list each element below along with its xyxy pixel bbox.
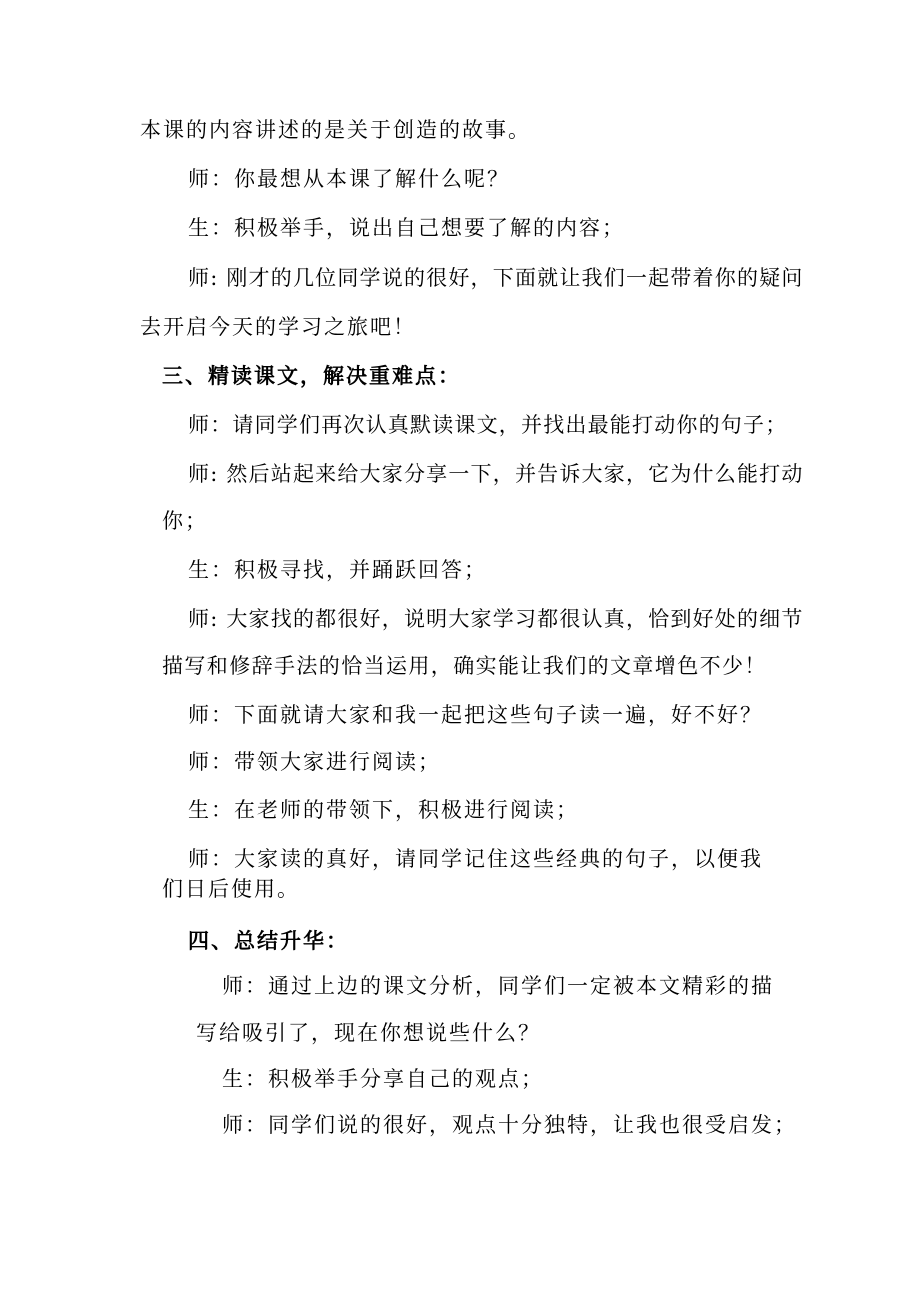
text-line-16: 师：大家读的真好，请同学记住这些经典的句子，以便我 [188, 847, 763, 871]
section-heading-4: 四、总结升华： [188, 928, 349, 953]
text-line-11: 师: 大家找的都很好，说明大家学习都很认真，恰到好处的细节 [188, 607, 804, 631]
text-line-14: 师：带领大家进行阅读； [188, 750, 441, 774]
text-line-5: 去开启今天的学习之旅吧！ [140, 315, 416, 339]
text-line-20: 写给吸引了，现在你想说些什么？ [196, 1021, 541, 1045]
text-line-19: 师：通过上边的课文分析，同学们一定被本文精彩的描 [222, 974, 774, 998]
text-line-10: 生：积极寻找，并踊跃回答； [188, 558, 487, 582]
text-line-3: 生：积极举手，说出自己想要了解的内容； [188, 216, 625, 240]
text-line-12: 描写和修辞手法的恰当运用，确实能让我们的文章增色不少！ [162, 654, 767, 678]
text-line-7: 师：请同学们再次认真默读课文，并找出最能打动你的句子； [188, 413, 788, 437]
section-heading-3: 三、精读课文，解决重难点： [162, 363, 461, 388]
text-line-13: 师：下面就请大家和我一起把这些句子读一遍，好不好？ [188, 703, 763, 727]
text-line-15: 生：在老师的带领下，积极进行阅读； [188, 798, 579, 822]
text-line-1: 本课的内容讲述的是关于创造的故事。 [140, 118, 531, 142]
text-line-8: 师: 然后站起来给大家分享一下，并告诉大家，它为什么能打动 [188, 462, 804, 486]
text-line-21: 生：积极举手分享自己的观点； [222, 1067, 544, 1091]
text-line-2: 师：你最想从本课了解什么呢？ [188, 167, 510, 191]
text-line-22: 师：同学们说的很好，观点十分独特，让我也很受启发； [222, 1113, 797, 1137]
text-line-9: 你； [162, 509, 208, 533]
text-line-17: 们日后使用。 [162, 877, 300, 901]
text-line-4: 师: 刚才的几位同学说的很好，下面就让我们一起带着你的疑问 [188, 266, 804, 290]
